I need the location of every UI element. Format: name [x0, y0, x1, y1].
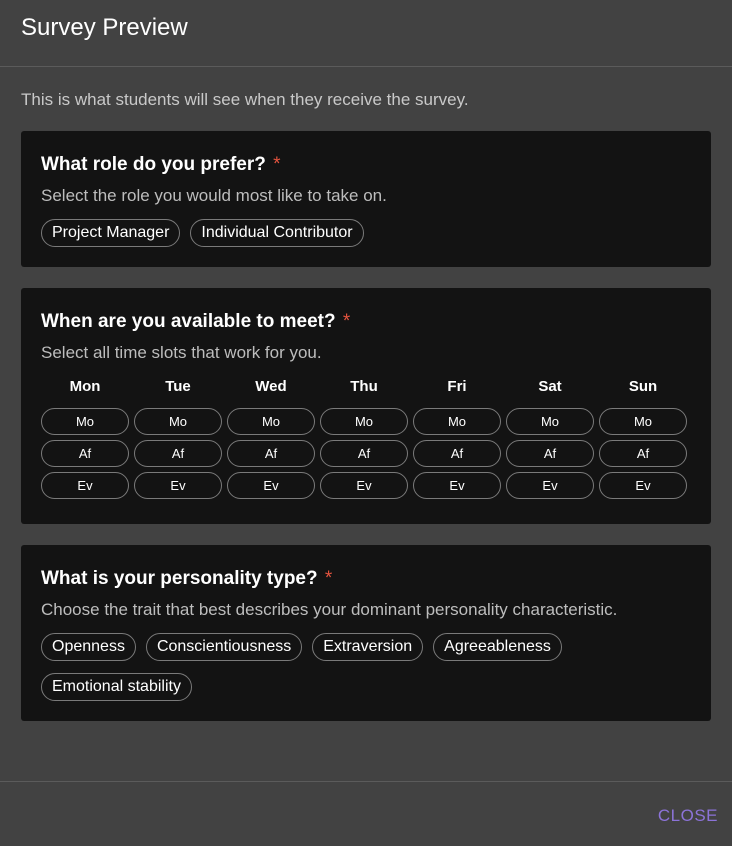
- time-slot-tue-ev[interactable]: Ev: [134, 472, 222, 499]
- day-label: Sat: [538, 378, 562, 395]
- time-slot-sat-mo[interactable]: Mo: [506, 408, 594, 435]
- question-description: Select the role you would most like to take on.: [41, 186, 387, 205]
- dialog-header: [0, 0, 732, 67]
- time-slot-sat-af[interactable]: Af: [506, 440, 594, 467]
- time-slot-sat-ev[interactable]: Ev: [506, 472, 594, 499]
- required-marker: *: [342, 311, 351, 332]
- day-column-sat: [506, 376, 594, 504]
- time-slot-wed-mo[interactable]: Mo: [227, 408, 315, 435]
- day-column-thu: [320, 376, 408, 504]
- time-slot-thu-ev[interactable]: Ev: [320, 472, 408, 499]
- time-slot-fri-mo[interactable]: Mo: [413, 408, 501, 435]
- time-slot-sun-af[interactable]: Af: [599, 440, 687, 467]
- time-slot-mon-mo[interactable]: Mo: [41, 408, 129, 435]
- question-title: [41, 567, 691, 591]
- time-slot-sun-ev[interactable]: Ev: [599, 472, 687, 499]
- close-button[interactable]: CLOSE: [658, 804, 718, 828]
- day-column-sun: [599, 376, 687, 504]
- question-card-personality: [21, 545, 711, 721]
- question-title-text: What role do you prefer?: [41, 154, 266, 175]
- option-chip-conscientiousness[interactable]: Conscientiousness: [146, 633, 302, 661]
- time-slot-wed-af[interactable]: Af: [227, 440, 315, 467]
- intro-text: This is what students will see when they receive the survey.: [21, 90, 469, 109]
- question-card-availability: [21, 288, 711, 524]
- day-column-mon: [41, 376, 129, 504]
- question-title-text: What is your personality type?: [41, 568, 318, 589]
- availability-grid: [41, 376, 691, 504]
- day-column-fri: [413, 376, 501, 504]
- question-description: Choose the trait that best describes your dominant personality characteristic.: [41, 600, 618, 619]
- option-chip-openness[interactable]: Openness: [41, 633, 136, 661]
- time-slot-fri-af[interactable]: Af: [413, 440, 501, 467]
- option-chip-extraversion[interactable]: Extraversion: [312, 633, 423, 661]
- dialog-title: Survey Preview: [21, 14, 188, 41]
- question-description: Select all time slots that work for you.: [41, 343, 322, 362]
- question-title-text: When are you available to meet?: [41, 311, 336, 332]
- time-slot-fri-ev[interactable]: Ev: [413, 472, 501, 499]
- role-options: [41, 219, 691, 247]
- time-slot-wed-ev[interactable]: Ev: [227, 472, 315, 499]
- question-title: [41, 153, 691, 177]
- day-column-wed: [227, 376, 315, 504]
- day-label: Thu: [350, 378, 378, 395]
- time-slot-tue-af[interactable]: Af: [134, 440, 222, 467]
- time-slot-thu-mo[interactable]: Mo: [320, 408, 408, 435]
- required-marker: *: [324, 568, 333, 589]
- day-label: Fri: [447, 378, 467, 395]
- day-label: Tue: [165, 378, 191, 395]
- required-marker: *: [273, 154, 281, 175]
- option-chip-agreeableness[interactable]: Agreeableness: [433, 633, 562, 661]
- day-column-tue: [134, 376, 222, 504]
- personality-options: [41, 633, 691, 701]
- option-chip-emotional-stability[interactable]: Emotional stability: [41, 673, 192, 701]
- question-title: [41, 310, 691, 334]
- question-card-role: [21, 131, 711, 267]
- time-slot-sun-mo[interactable]: Mo: [599, 408, 687, 435]
- dialog-footer: [0, 781, 732, 846]
- time-slot-mon-ev[interactable]: Ev: [41, 472, 129, 499]
- day-label: Mon: [69, 378, 101, 395]
- option-chip-individual-contributor[interactable]: Individual Contributor: [190, 219, 363, 247]
- time-slot-mon-af[interactable]: Af: [41, 440, 129, 467]
- dialog-content: [0, 67, 732, 721]
- time-slot-thu-af[interactable]: Af: [320, 440, 408, 467]
- day-label: Sun: [628, 378, 658, 395]
- day-label: Wed: [255, 378, 287, 395]
- time-slot-tue-mo[interactable]: Mo: [134, 408, 222, 435]
- option-chip-project-manager[interactable]: Project Manager: [41, 219, 180, 247]
